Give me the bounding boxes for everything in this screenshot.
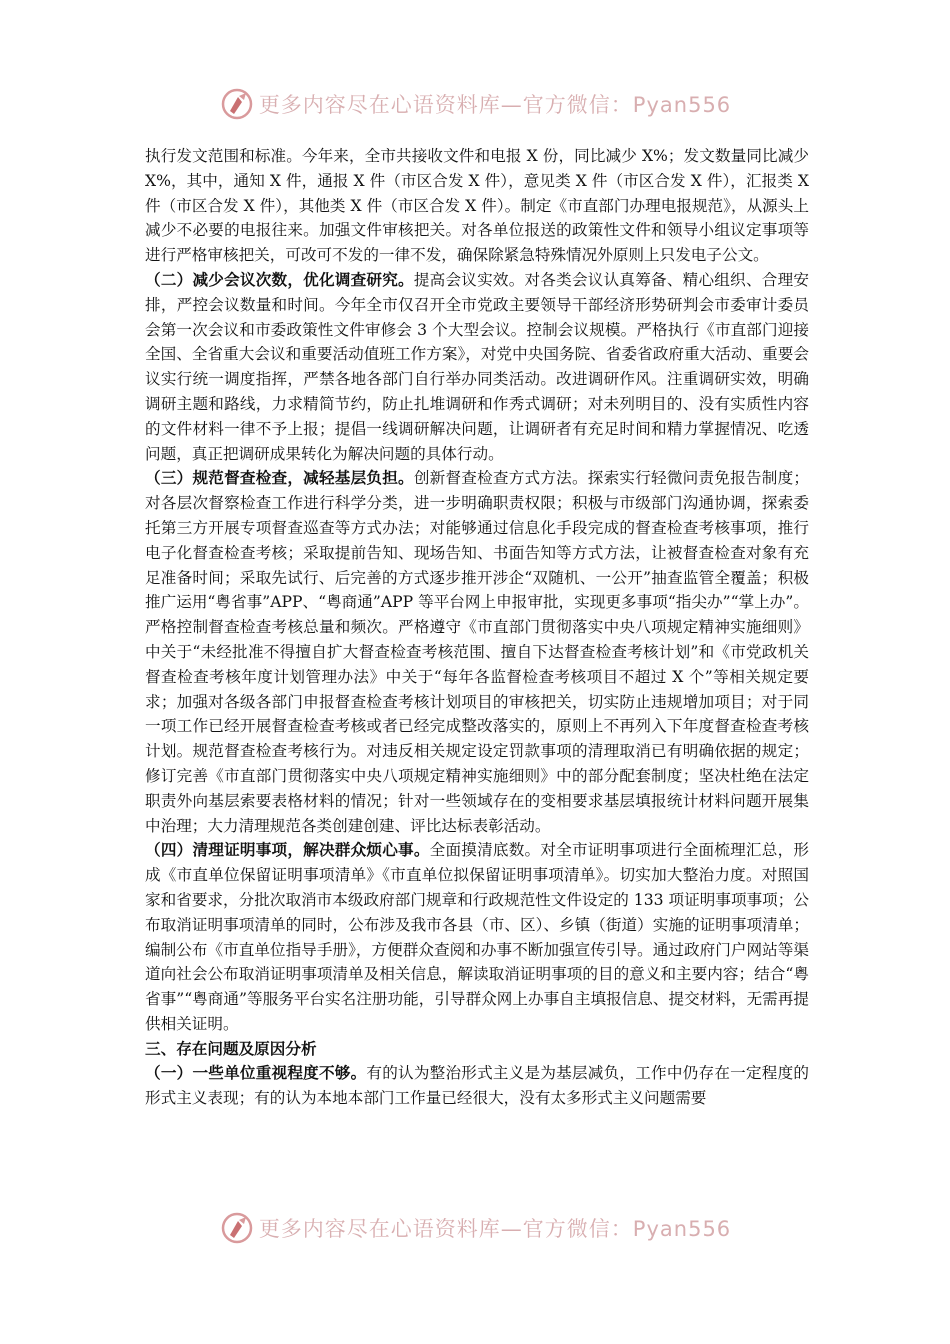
section-heading: （一）一些单位重视程度不够。	[145, 1063, 367, 1083]
watermark-banner-bottom	[0, 1208, 950, 1248]
watermark-banner-top	[0, 84, 950, 124]
document-body	[145, 144, 809, 1111]
chapter-heading: 三、存在问题及原因分析	[145, 1038, 317, 1058]
section-heading: （三）规范督查检查，减轻基层负担。	[145, 468, 414, 488]
paragraph: （二）减少会议次数，优化调查研究。提高会议实效。对各类会议认真筹备、精心组织、合理安排，严控会议数量和时间。今年全市仅召开全市党政主要领导干部经济形势研判会市委审计委员会第一次会议和市委政策性文件审修会 3 个大型会议。控制会议规模。严格执行《市直部门迎接全国、全省重大会议和重要活动值班工作方案》，对党中央国务院、省委省政府重大活动、重要会议实行统一调度指挥，严禁各地各部门自行举办同类活动。改进调研作风。注重调研实效，明确调研主题和路线，力求精简节约，防止扎堆调研和作秀式调研；对未列明目的、没有实质性内容的文件材料一律不予上报；提倡一线调研解决问题，让调研者有充足时间和精力掌握情况、吃透问题，真正把调研成果转化为解决问题的具体行动。	[145, 269, 809, 463]
watermark-text: 更多内容尽在心语资料库—官方微信：Pyan556	[258, 1217, 732, 1241]
logo-icon	[219, 1210, 255, 1246]
paragraph: （四）清理证明事项，解决群众烦心事。全面摸清底数。对全市证明事项进行全面梳理汇总，形成《市直单位保留证明事项清单》《市直单位拟保留证明事项清单》。切实加大整治力度。对照国家和省要求，分批次取消市本级政府部门规章和行政规范性文件设定的 133 项证明事项事项；公布取消证明事项清单的同时，公布涉及我市各县（市、区）、乡镇（街道）实施的证明事项清单；编制公布《市直单位指导手册》，方便群众查阅和办事不断加强宣传引导。通过政府门户网站等渠道向社会公布取消证明事项清单及相关信息，解读取消证明事项的目的意义和主要内容；结合“粤省事”“粤商通”等服务平台实名注册功能，引导群众网上办事自主填报信息、提交材料，无需再提供相关证明。	[145, 840, 809, 1033]
section-heading: （四）清理证明事项，解决群众烦心事。	[145, 840, 430, 860]
paragraph: （三）规范督查检查，减轻基层负担。创新督查检查方式方法。探索实行轻微问责免报告制度；对各层次督察检查工作进行科学分类，进一步明确职责权限；积极与市级部门沟通协调，探索委托第三方开展专项督查巡查等方式办法；对能够通过信息化手段完成的督查检查考核事项，推行电子化督查检查考核；采取提前告知、现场告知、书面告知等方式方法，让被督查检查对象有充足准备时间；采取先试行、后完善的方式逐步推开涉企“双随机、一公开”抽查监管全覆盖；积极推广运用“粤省事”APP、“粤商通”APP 等平台网上申报审批，实现更多事项“指尖办”“掌上办”。严格控制督查检查考核总量和频次。严格遵守《市直部门贯彻落实中央八项规定精神实施细则》中关于“未经批准不得擅自扩大督查检查考核范围、擅自下达督查检查考核计划”和《市党政机关督查检查考核年度计划管理办法》中关于“每年各监督检查考核项目不超过 X 个”等相关规定要求；加强对各级各部门申报督查检查考核计划项目的审核把关，切实防止违规增加项目；对于同一项工作已经开展督查检查考核或者已经完成整改落实的，原则上不再列入下年度督查检查考核计划。规范督查检查考核行为。对违反相关规定设定罚款事项的清理取消已有明确依据的规定；修订完善《市直部门贯彻落实中央八项规定精神实施细则》中的部分配套制度；坚决杜绝在法定职责外向基层索要表格材料的情况；针对一些领域存在的变相要求基层填报统计材料问题开展集中治理；大力清理规范各类创建创建、评比达标表彰活动。	[145, 468, 809, 835]
logo-icon	[219, 86, 255, 122]
watermark-text: 更多内容尽在心语资料库—官方微信：Pyan556	[258, 93, 732, 117]
section-heading: （二）减少会议次数，优化调查研究。	[145, 269, 414, 289]
paragraph: 执行发文范围和标准。今年来，全市共接收文件和电报 X 份，同比减少 X%；发文数量同比减少 X%，其中，通知 X 件，通报 X 件（市区合发 X 件），意见类 X 件（市区合发 X 件），汇报类 X 件（市区合发 X 件），其他类 X 件（市区合发 X 件）。制定《市直部门办理电报规范》，从源头上减少不必要的电报往来。加强文件审核把关。对各单位报送的政策性文件和领导小组议定事项等进行严格审核把关，可改可不发的一律不发，确保除紧急特殊情况外原则上只发电子公文。	[145, 147, 809, 265]
paragraph: （一）一些单位重视程度不够。有的认为整治形式主义是为基层减负，工作中仍存在一定程度的形式主义表现；有的认为本地本部门工作量已经很大，没有太多形式主义问题需要	[145, 1063, 809, 1108]
